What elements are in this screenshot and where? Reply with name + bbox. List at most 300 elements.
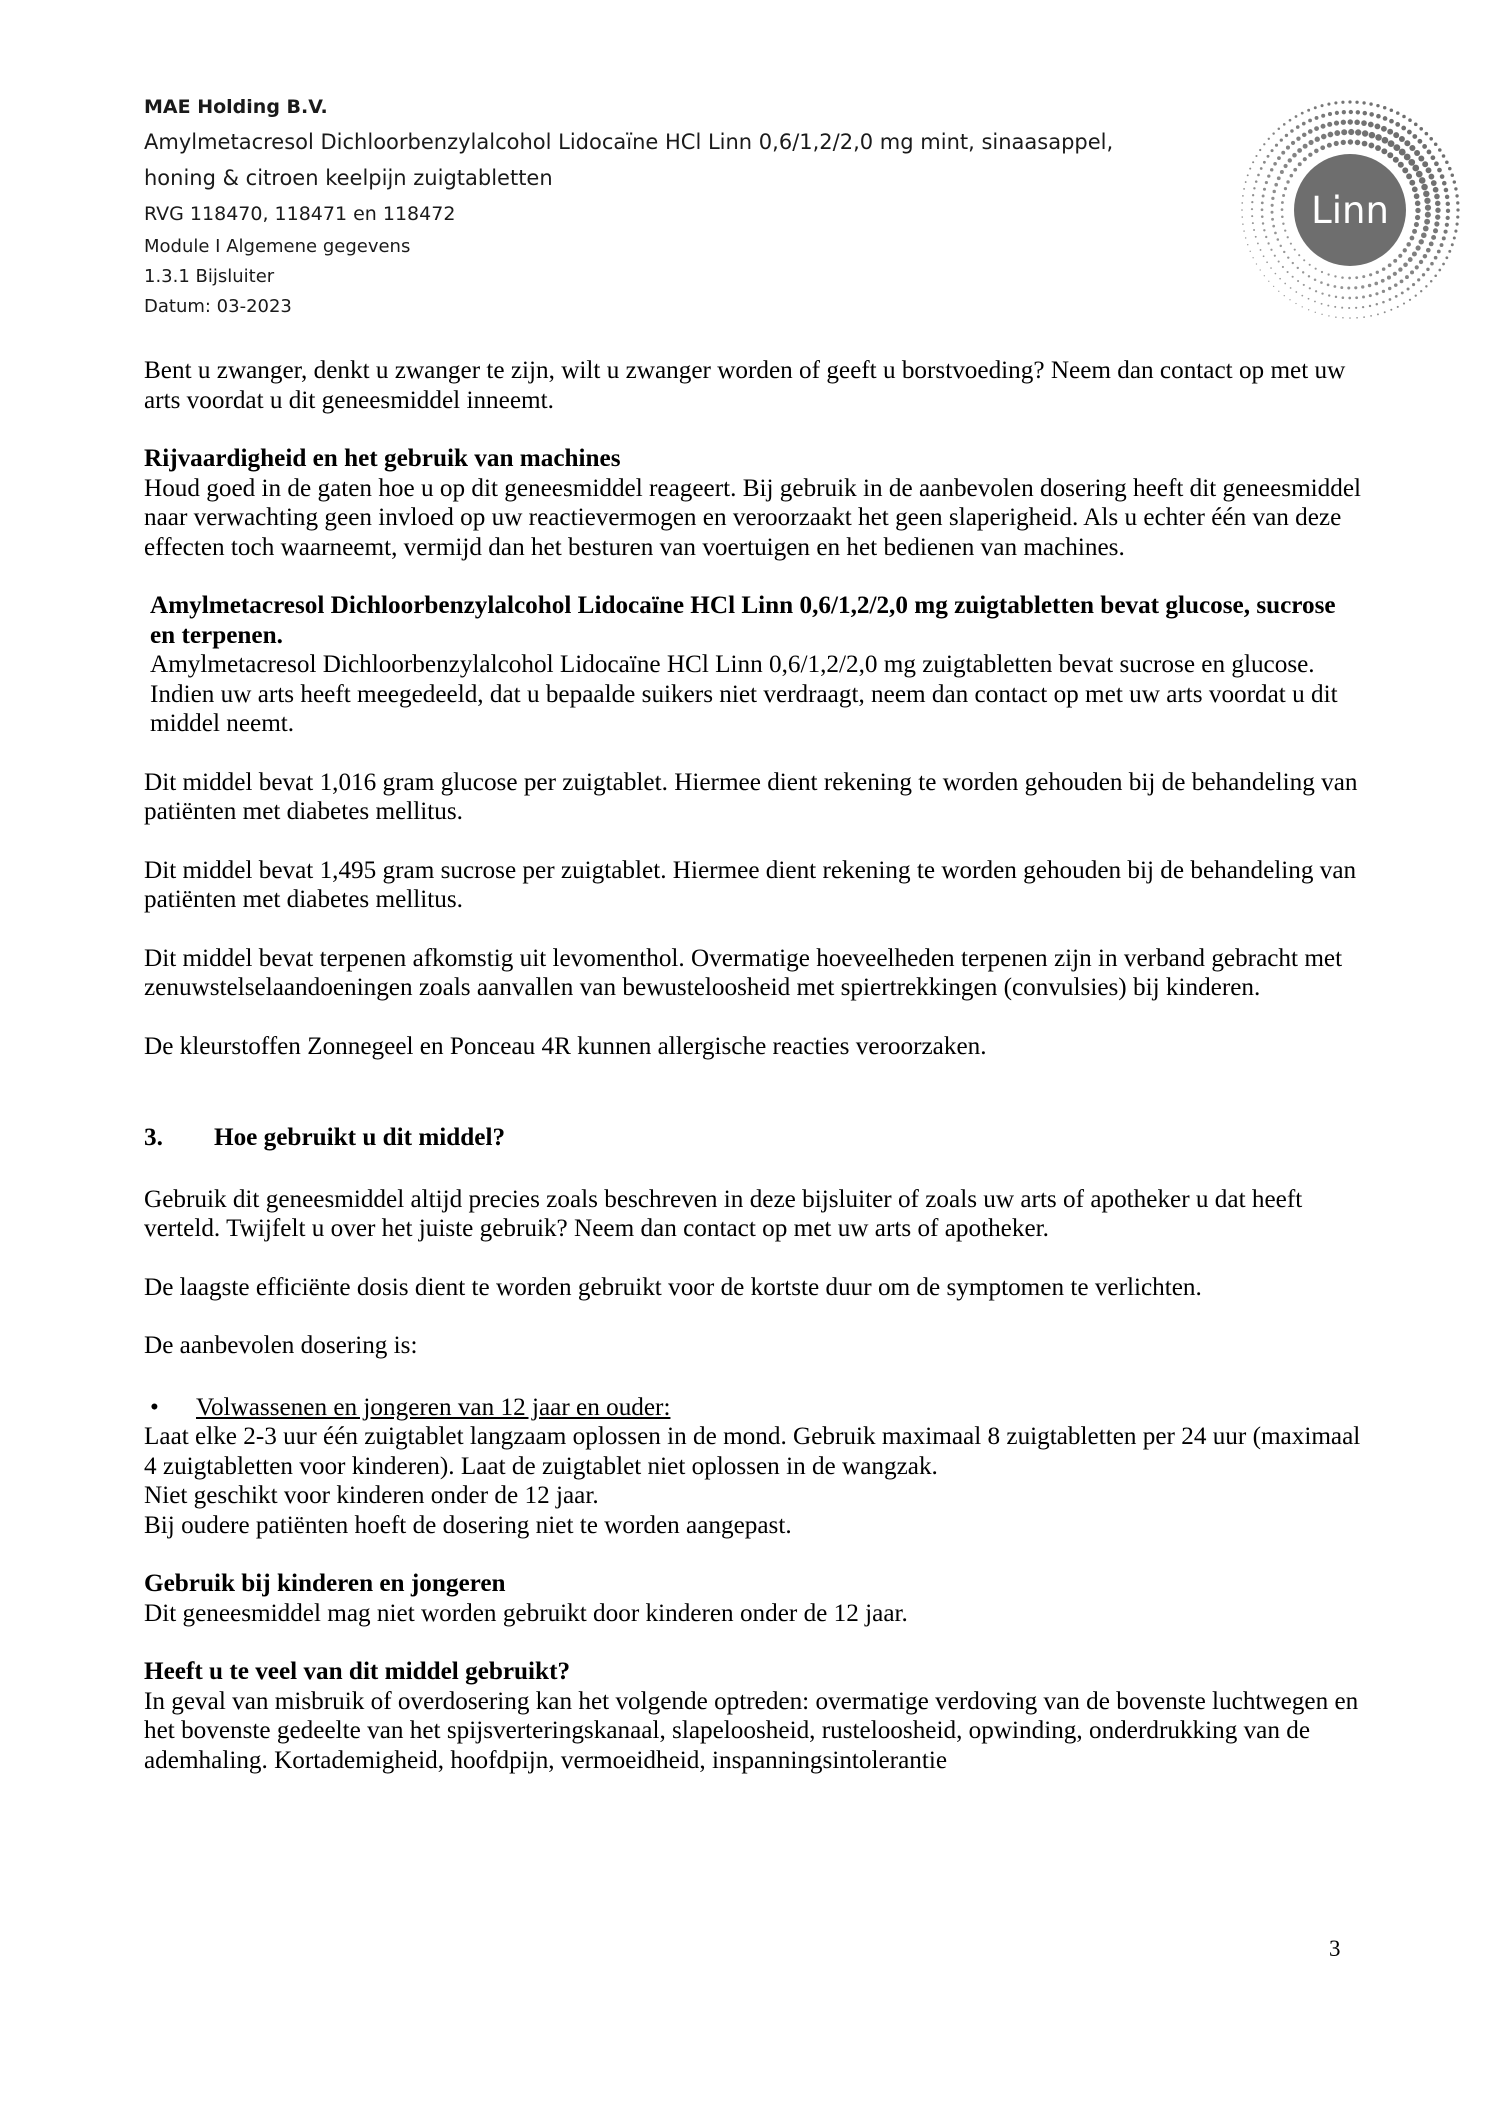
logo-dot — [1410, 270, 1414, 274]
logo-dot — [1355, 129, 1361, 135]
logo-dot — [1243, 230, 1244, 231]
logo-dot — [1399, 136, 1405, 142]
logo-dot — [1456, 201, 1459, 204]
logo-dot — [1401, 291, 1404, 294]
logo-dot — [1261, 215, 1264, 218]
logo-dot — [1341, 140, 1346, 145]
logo-dot — [1335, 316, 1337, 318]
logo-dot — [1414, 123, 1418, 127]
logo-dot — [1251, 208, 1253, 210]
logo-dot — [1454, 230, 1457, 233]
logo-dot — [1363, 316, 1365, 318]
logo-dot — [1453, 236, 1456, 239]
logo-dot — [1417, 139, 1422, 144]
adults-bullet-label: Volwassenen en jongeren van 12 jaar en ouder: — [196, 1393, 671, 1421]
logo-dot — [1265, 181, 1268, 184]
logo-dot — [1431, 235, 1436, 240]
logo-dot — [1456, 223, 1459, 226]
logo-dot — [1327, 103, 1330, 106]
logo-dot — [1415, 201, 1421, 207]
logo-dot — [1421, 184, 1428, 191]
sucrose-paragraph: Dit middel bevat 1,495 gram sucrose per zuigtablet. Hiermee dient rekening te worden gehouden bij de behandeling van patiënten met diabetes mellitus. — [144, 856, 1357, 913]
logo-dot — [1387, 129, 1393, 135]
logo-dot — [1431, 155, 1436, 160]
logo-dot — [1341, 276, 1344, 279]
logo-dot — [1327, 273, 1329, 275]
logo-dot — [1252, 222, 1254, 224]
logo-dot — [1387, 152, 1393, 158]
logo-dot — [1430, 280, 1433, 283]
logo-dot — [1314, 126, 1319, 131]
logo-dot — [1412, 283, 1415, 286]
logo-dot — [1270, 168, 1273, 171]
logo-dot — [1389, 298, 1392, 301]
logo-dot — [1402, 115, 1406, 119]
logo-dot — [1409, 299, 1411, 301]
logo-dot — [1292, 262, 1294, 264]
page-number: 3 — [1329, 1936, 1341, 1961]
logo-dot — [1406, 242, 1411, 247]
logo-dot — [1265, 236, 1267, 238]
logo-dot — [1297, 280, 1299, 282]
logo-dot — [1341, 307, 1343, 309]
logo-dot — [1314, 278, 1317, 281]
logo-dot — [1295, 115, 1298, 118]
logo-dot — [1252, 194, 1254, 196]
logo-dot — [1245, 181, 1247, 183]
logo-dot — [1356, 110, 1360, 114]
logo-dot — [1370, 315, 1372, 317]
logo-dot — [1271, 149, 1274, 152]
logo-dot — [1456, 215, 1459, 218]
logo-dot — [1290, 287, 1292, 289]
logo-dot — [1415, 265, 1419, 269]
logo-dot — [1270, 249, 1272, 251]
logo-dot — [1393, 144, 1400, 151]
logo-dot — [1428, 174, 1434, 180]
product-name-line-2: honing & citroen keelpijn zuigtabletten — [144, 166, 553, 190]
logo-dot — [1268, 281, 1269, 282]
logo-dot — [1281, 151, 1285, 155]
logo-dot — [1281, 208, 1284, 211]
logo-dot — [1277, 238, 1280, 241]
logo-dot — [1361, 285, 1364, 288]
logo-dot — [1341, 120, 1346, 125]
logo-dot — [1408, 159, 1415, 166]
logo-dot — [1280, 245, 1282, 247]
logo-dot — [1280, 138, 1283, 141]
logo-dot — [1277, 176, 1281, 180]
logo-dot — [1278, 291, 1279, 292]
logo-dot — [1334, 285, 1337, 288]
registration-numbers: RVG 118470, 118471 en 118472 — [144, 203, 456, 225]
logo-dot — [1362, 275, 1365, 278]
logo-dot — [1375, 145, 1381, 151]
logo-dot — [1303, 284, 1305, 286]
logo-dot — [1394, 283, 1398, 287]
logo-dot — [1455, 194, 1458, 197]
logo-dot — [1275, 144, 1278, 147]
logo-dot — [1308, 140, 1313, 145]
logo-dot — [1381, 279, 1385, 283]
linn-logo-graphic — [1238, 80, 1468, 330]
logo-dot — [1252, 161, 1254, 163]
overdose-heading: Heeft u te veel van dit middel gebruikt? — [144, 1658, 571, 1685]
logo-dot — [1272, 225, 1275, 228]
logo-dot — [1342, 110, 1346, 114]
logo-dot — [1434, 221, 1439, 226]
company-name: MAE Holding B.V. — [144, 96, 328, 118]
logo-dot — [1327, 143, 1332, 148]
logo-dot — [1442, 263, 1445, 266]
logo-dot — [1433, 228, 1438, 233]
logo-dot — [1321, 114, 1325, 118]
logo-dot — [1253, 187, 1255, 189]
logo-dot — [1403, 248, 1407, 252]
logo-dot — [1271, 211, 1274, 214]
logo-dot — [1435, 201, 1441, 207]
logo-dot — [1321, 303, 1323, 305]
logo-dot — [1398, 162, 1404, 168]
logo-dot — [1263, 188, 1266, 191]
logo-dot — [1446, 216, 1450, 220]
logo-dot — [1243, 188, 1245, 190]
logo-dot — [1334, 101, 1337, 104]
logo-dot — [1410, 236, 1415, 241]
logo-dot — [1260, 249, 1262, 251]
logo-dot — [1270, 267, 1272, 269]
logo-dot — [1440, 243, 1444, 247]
overdose-paragraph: In geval van misbruik of overdosering kan het volgende optreden: overmatige verdoving van de bovenste luchtwegen en het bovenste gedeelte van het spijsverteringskanaal, slapeloosheid, rusteloosheid, opwinding, onderdrukking van de ademhaling. Kortademigheid, hoofdpijn, vermoeidheid, inspanningsintolerantie — [144, 1687, 1359, 1774]
logo-dot — [1434, 274, 1437, 277]
logo-dot — [1397, 306, 1399, 308]
logo-dot — [1295, 291, 1297, 293]
logo-dot — [1321, 271, 1323, 273]
logo-dot — [1388, 287, 1391, 290]
logo-dot — [1419, 177, 1426, 184]
logo-dot — [1315, 290, 1317, 292]
logo-dot — [1448, 250, 1451, 253]
logo-dot — [1321, 292, 1323, 294]
logo-dot — [1390, 108, 1394, 112]
logo-dot — [1420, 290, 1422, 292]
logo-dot — [1291, 141, 1295, 145]
logo-dot — [1267, 155, 1270, 158]
logo-dot — [1423, 191, 1429, 197]
logo-dot — [1290, 174, 1294, 178]
logo-dot — [1426, 268, 1429, 271]
logo-dot — [1259, 149, 1261, 151]
logo-dot — [1286, 146, 1290, 150]
logo-dot — [1309, 264, 1311, 266]
logo-dot — [1327, 305, 1329, 307]
logo-dot — [1301, 112, 1304, 115]
logo-dot — [1369, 294, 1372, 297]
logo-dot — [1348, 139, 1353, 144]
logo-dot — [1416, 171, 1423, 178]
logo-dot — [1451, 243, 1454, 246]
logo-dot — [1408, 257, 1413, 262]
logo-dot — [1289, 119, 1292, 122]
logo-dot — [1321, 314, 1322, 315]
logo-dot — [1302, 122, 1306, 126]
logo-dot — [1368, 122, 1374, 128]
logo-dot — [1282, 223, 1284, 225]
logo-dot — [1247, 244, 1248, 245]
logo-dot — [1425, 285, 1427, 287]
logo-dot — [1387, 276, 1391, 280]
logo-dot — [1297, 148, 1302, 153]
logo-dot — [1417, 278, 1420, 281]
lowest-dose-paragraph: De laagste efficiënte dosis dient te worden gebruikt voor de kortste duur om de symptomen te verlichten. — [144, 1273, 1202, 1301]
logo-dot — [1438, 148, 1442, 152]
logo-dot — [1349, 317, 1351, 319]
logo-dot — [1453, 180, 1456, 183]
logo-dot — [1277, 156, 1281, 160]
logo-dot — [1399, 149, 1406, 156]
logo-dot — [1401, 126, 1406, 131]
logo-dot — [1419, 260, 1423, 264]
logo-dot — [1241, 202, 1243, 204]
logo-dot — [1315, 137, 1320, 142]
logo-dot — [1376, 114, 1381, 119]
logo-dot — [1382, 137, 1389, 144]
logo-dot — [1293, 168, 1297, 172]
logo-dot — [1241, 216, 1243, 218]
logo-dot — [1377, 313, 1379, 315]
logo-dot — [1242, 195, 1244, 197]
logo-dot — [1425, 132, 1429, 136]
logo-dot — [1408, 118, 1412, 122]
logo-dot — [1286, 180, 1289, 183]
logo-dot — [1242, 223, 1244, 225]
logo-dot — [1278, 128, 1281, 131]
logo-dot — [1369, 112, 1374, 117]
logo-dot — [1249, 168, 1251, 170]
document-date: Datum: 03-2023 — [144, 296, 292, 317]
document-header — [144, 92, 1204, 322]
logo-dot — [1321, 134, 1327, 140]
logo-dot — [1435, 215, 1440, 220]
logo-dot — [1273, 162, 1277, 166]
logo-dot — [1279, 278, 1281, 280]
logo-dot — [1355, 296, 1358, 299]
logo-dot — [1255, 180, 1258, 183]
logo-dot — [1419, 239, 1424, 244]
logo-dot — [1362, 296, 1365, 299]
logo-dot — [1241, 209, 1243, 211]
logo-dot — [1431, 180, 1437, 186]
logo-dot — [1255, 236, 1257, 238]
logo-dot — [1414, 193, 1420, 199]
logo-dot — [1434, 194, 1440, 200]
logo-dot — [1381, 148, 1387, 154]
logo-dot — [1442, 154, 1446, 158]
logo-dot — [1289, 299, 1290, 300]
logo-dot — [1348, 307, 1350, 309]
logo-dot — [1435, 208, 1440, 213]
logo-dot — [1362, 101, 1365, 104]
logo-dot — [1445, 195, 1449, 199]
logo-dot — [1268, 138, 1270, 140]
logo-dot — [1302, 133, 1307, 138]
logo-dot — [1388, 140, 1395, 147]
logo-dot — [1283, 251, 1285, 253]
dose-children-note: Niet geschikt voor kinderen onder de 12 jaar. — [144, 1482, 599, 1509]
logo-dot — [1383, 106, 1386, 109]
logo-dot — [1261, 201, 1264, 204]
logo-dot — [1382, 301, 1385, 304]
logo-dot — [1445, 223, 1449, 227]
logo-dot — [1438, 269, 1441, 272]
logo-dot — [1415, 295, 1417, 297]
logo-dot — [1395, 295, 1398, 298]
logo-dot — [1285, 134, 1288, 137]
logo-dot — [1376, 271, 1379, 274]
logo-dot — [1315, 312, 1316, 313]
logo-dot — [1383, 116, 1388, 121]
logo-dot — [1287, 256, 1289, 258]
logo-dot — [1307, 109, 1310, 112]
logo-dot — [1308, 298, 1310, 300]
logo-dot — [1271, 204, 1274, 207]
leaflet-body — [144, 356, 1364, 1775]
logo-dot — [1429, 242, 1434, 247]
logo-dot — [1354, 120, 1360, 126]
logo-dot — [1263, 143, 1265, 145]
logo-dot — [1434, 161, 1439, 166]
logo-dot — [1290, 129, 1293, 132]
logo-dot — [1303, 259, 1305, 261]
logo-dot — [1271, 197, 1274, 200]
logo-dot — [1389, 119, 1394, 124]
logo-dot — [1427, 150, 1432, 155]
logo-dot — [1281, 201, 1284, 204]
logo-dot — [1393, 132, 1399, 138]
contains-heading: Amylmetacresol Dichloorbenzylalcohol Lidocaïne HCl Linn 0,6/1,2/2,0 mg zuigtabletten bevat glucose, sucrose en terpenen. — [150, 592, 1336, 649]
section-3-number: 3. — [144, 1124, 163, 1151]
logo-dot — [1422, 144, 1427, 149]
logo-dot — [1314, 149, 1319, 154]
logo-dot — [1328, 112, 1332, 116]
logo-dot — [1388, 263, 1392, 267]
logo-dot — [1314, 106, 1317, 109]
glucose-paragraph: Dit middel bevat 1,016 gram glucose per zuigtablet. Hiermee dient rekening te worden gehouden bij de behandeling van patiënten met diabetes mellitus. — [144, 768, 1358, 825]
dyes-paragraph: De kleurstoffen Zonnegeel en Ponceau 4R kunnen allergische reacties veroorzaken. — [144, 1032, 987, 1060]
logo-dot — [1407, 130, 1412, 135]
logo-dot — [1264, 275, 1265, 276]
logo-dot — [1393, 157, 1399, 163]
logo-dot — [1292, 276, 1294, 278]
adults-bullet — [144, 1393, 1364, 1423]
logo-dot — [1412, 134, 1417, 139]
dose-elderly-note: Bij oudere patiënten hoeft de dosering niet te worden aangepast. — [144, 1511, 792, 1539]
logo-dot — [1287, 236, 1289, 238]
logo-dot — [1348, 119, 1353, 124]
logo-dot — [1382, 267, 1386, 271]
logo-dot — [1328, 294, 1330, 296]
logo-dot — [1348, 277, 1351, 280]
logo-dot — [1263, 161, 1266, 164]
logo-dot — [1369, 305, 1371, 307]
logo-dot — [1409, 180, 1415, 186]
logo-dot — [1320, 145, 1325, 150]
logo-dot — [1369, 273, 1372, 276]
logo-dot — [1361, 120, 1367, 126]
logo-dot — [1375, 292, 1378, 295]
logo-dot — [1266, 261, 1268, 263]
logo-dot — [1412, 229, 1417, 234]
logo-dot — [1257, 243, 1259, 245]
logo-dot — [1348, 297, 1351, 300]
module-label: Module I Algemene gegevens — [144, 236, 411, 257]
logo-dot — [1262, 195, 1265, 198]
logo-dot — [1284, 229, 1286, 231]
usage-paragraph: Gebruik dit geneesmiddel altijd precies zoals beschreven in deze bijsluiter of zoals uw arts of apotheker u dat heeft verteld. Twijfelt u over het juiste gebruik? Neem dan contact op met uw arts of apotheker. — [144, 1185, 1303, 1242]
logo-dot — [1273, 190, 1276, 193]
logo-dot — [1255, 155, 1257, 157]
logo-dot — [1396, 111, 1400, 115]
logo-dot — [1340, 286, 1343, 289]
logo-dot — [1349, 110, 1353, 114]
logo-dot — [1416, 245, 1421, 250]
pregnancy-paragraph: Bent u zwanger, denkt u zwanger te zijn, wilt u zwanger worden of geeft u borstvoeding? Neem dan contact op met uw arts voordat u dit geneesmiddel inneemt. — [144, 357, 1346, 414]
logo-dot — [1422, 273, 1425, 276]
logo-dot — [1284, 187, 1287, 190]
logo-dot — [1405, 275, 1409, 279]
logo-dot — [1440, 174, 1445, 179]
logo-dot — [1347, 286, 1350, 289]
logo-dot — [1456, 208, 1459, 211]
logo-dot — [1426, 248, 1431, 253]
logo-dot — [1245, 237, 1246, 238]
logo-dot — [1368, 284, 1371, 287]
logo-dot — [1282, 266, 1284, 268]
logo-dot — [1362, 130, 1368, 136]
logo-dot — [1252, 257, 1253, 258]
logo-dot — [1342, 317, 1344, 319]
logo-dot — [1256, 263, 1257, 264]
logo-dot — [1327, 284, 1330, 287]
bullet-symbol: • — [150, 1393, 159, 1421]
logo-dot — [1375, 134, 1382, 141]
logo-dot — [1429, 137, 1433, 141]
logo-dot — [1412, 165, 1419, 172]
logo-dot — [1433, 187, 1439, 193]
logo-dot — [1298, 162, 1302, 166]
logo-dot — [1287, 271, 1289, 273]
logo-dot — [1414, 222, 1419, 227]
logo-dot — [1271, 218, 1274, 221]
logo-dot — [1314, 301, 1316, 303]
logo-dot — [1260, 269, 1261, 270]
logo-dot — [1403, 262, 1408, 267]
children-heading: Gebruik bij kinderen en jongeren — [144, 1570, 506, 1597]
logo-dot — [1315, 116, 1319, 120]
logo-dot — [1362, 141, 1368, 147]
logo-dot — [1444, 188, 1449, 193]
logo-dot — [1328, 315, 1329, 316]
logo-dot — [1309, 287, 1311, 289]
logo-dot — [1257, 174, 1260, 177]
logo-dot — [1348, 129, 1354, 135]
logo-dot — [1395, 122, 1400, 127]
logo-dot — [1282, 194, 1285, 197]
logo-dot — [1355, 276, 1358, 279]
logo-dot — [1303, 144, 1308, 149]
logo-dot — [1274, 183, 1278, 187]
logo-dot — [1390, 309, 1392, 311]
